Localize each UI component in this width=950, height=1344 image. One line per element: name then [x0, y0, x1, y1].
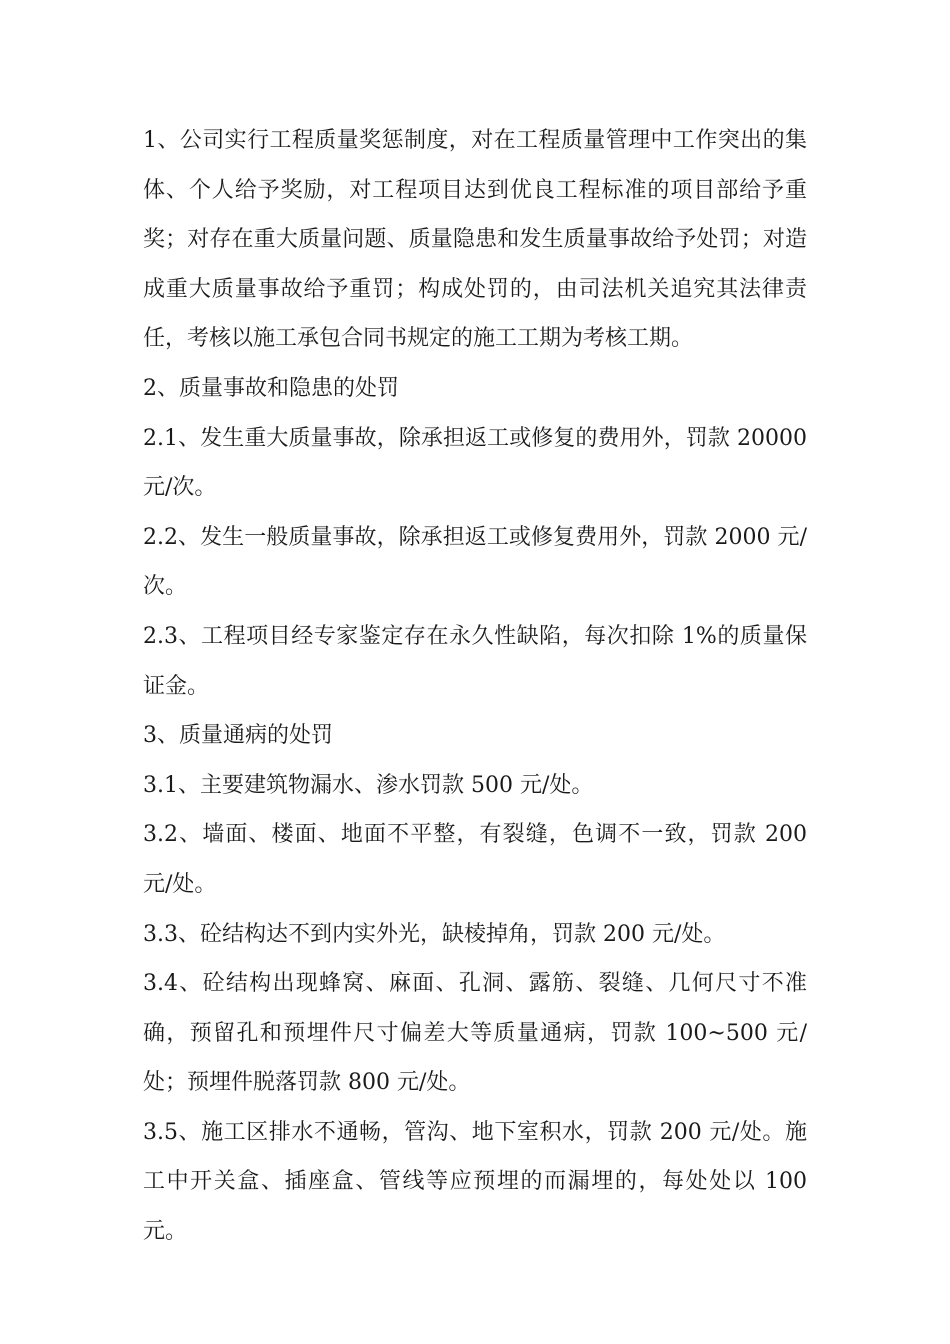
paragraph-permanent-defect: 2.3、工程项目经专家鉴定存在永久性缺陷，每次扣除 1%的质量保证金。 — [143, 623, 807, 699]
document-body — [143, 116, 807, 1257]
paragraph-reward-penalty-policy: 1、公司实行工程质量奖惩制度，对在工程质量管理中工作突出的集体、个人给予奖励，对工程项目达到优良工程标准的项目部给予重奖；对存在重大质量问题、质量隐患和发生质量事故给予处罚；对造成重大质量事故给予重罚；构成处罚的，由司法机关追究其法律责任，考核以施工承包合同书规定的施工工期为考核工期。 — [143, 128, 807, 352]
paragraph-major-accident: 2.1、发生重大质量事故，除承担返工或修复的费用外，罚款 20000 元/次。 — [143, 425, 807, 501]
paragraph-drainage: 3.5、施工区排水不通畅，管沟、地下室积水，罚款 200 元/处。施工中开关盒、插座盒、管线等应预埋的而漏埋的，每处处以 100 元。 — [143, 1119, 807, 1245]
paragraph-general-accident: 2.2、发生一般质量事故，除承担返工或修复费用外，罚款 2000 元/次。 — [143, 524, 807, 600]
heading-common-defect-penalties: 3、质量通病的处罚 — [143, 723, 333, 749]
heading-accident-penalties: 2、质量事故和隐患的处罚 — [143, 375, 399, 401]
paragraph-concrete-finish: 3.3、砼结构达不到内实外光，缺棱掉角，罚款 200 元/处。 — [143, 921, 726, 947]
paragraph-concrete-defects: 3.4、砼结构出现蜂窝、麻面、孔洞、露筋、裂缝、几何尺寸不准确，预留孔和预埋件尺寸偏差大等质量通病，罚款 100~500 元/处；预埋件脱落罚款 800 元/处。 — [143, 971, 807, 1096]
paragraph-water-leakage: 3.1、主要建筑物漏水、渗水罚款 500 元/处。 — [143, 772, 594, 798]
paragraph-uneven-surfaces: 3.2、墙面、楼面、地面不平整，有裂缝，色调不一致，罚款 200 元/处。 — [143, 822, 807, 897]
